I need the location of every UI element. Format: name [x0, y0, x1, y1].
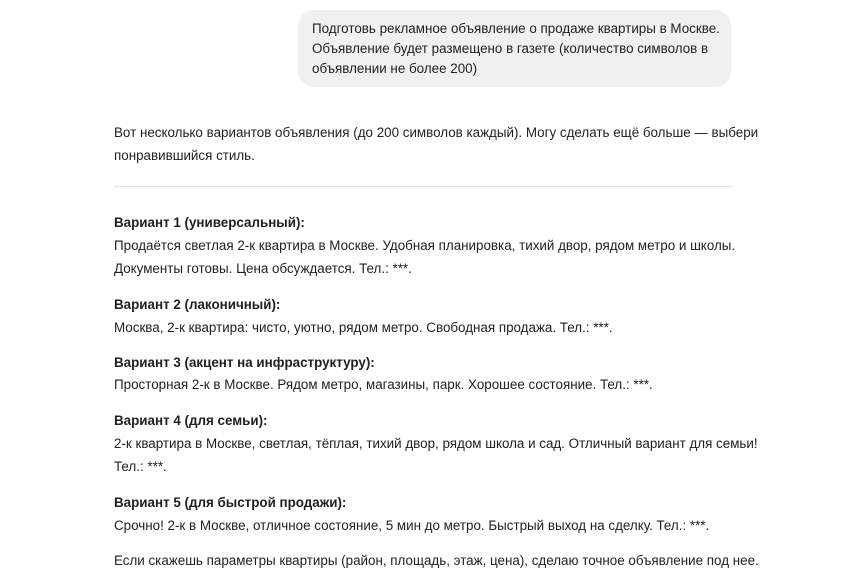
user-message-line: Подготовь рекламное объявление о продаже квартиры в Москве.: [312, 21, 720, 36]
variant-5-title: Вариант 5 (для быстрой продажи):: [114, 495, 347, 510]
variant-4-title: Вариант 4 (для семьи):: [114, 413, 268, 428]
variant-1-title: Вариант 1 (универсальный):: [114, 215, 305, 230]
variant-2-title: Вариант 2 (лаконичный):: [114, 297, 281, 312]
variant-2-text: Москва, 2-к квартира: чисто, уютно, рядом метро. Свободная продажа. Тел.: ***.: [114, 320, 613, 335]
variant-3-text: Просторная 2-к в Москве. Рядом метро, магазины, парк. Хорошее состояние. Тел.: ***.: [114, 377, 653, 392]
intro-line: Вот несколько вариантов объявления (до 200 символов каждый). Могу сделать ещё больше — выбери: [114, 125, 759, 140]
divider: [114, 186, 732, 187]
user-message-line: объявлении не более 200): [312, 61, 478, 76]
user-message-bubble: [298, 10, 731, 87]
variant-3-title: Вариант 3 (акцент на инфраструктуру):: [114, 355, 375, 370]
variant-1-text: Документы готовы. Цена обсуждается. Тел.: ***.: [114, 261, 412, 276]
intro-line: понравившийся стиль.: [114, 148, 255, 163]
outro-text: Если скажешь параметры квартиры (район, площадь, этаж, цена), сделаю точное объявление под нее.: [114, 553, 759, 568]
variant-5-text: Срочно! 2-к в Москве, отличное состояние, 5 мин до метро. Быстрый выход на сделку. Тел.: ***.: [114, 518, 710, 533]
variant-1-text: Продаётся светлая 2-к квартира в Москве. Удобная планировка, тихий двор, рядом метро и школы.: [114, 238, 736, 253]
variant-4-text: 2-к квартира в Москве, светлая, тёплая, тихий двор, рядом школа и сад. Отличный вариант для семьи!: [114, 436, 758, 451]
user-message-line: Объявление будет размещено в газете (количество символов в: [312, 41, 709, 56]
variant-4-text: Тел.: ***.: [114, 459, 167, 474]
